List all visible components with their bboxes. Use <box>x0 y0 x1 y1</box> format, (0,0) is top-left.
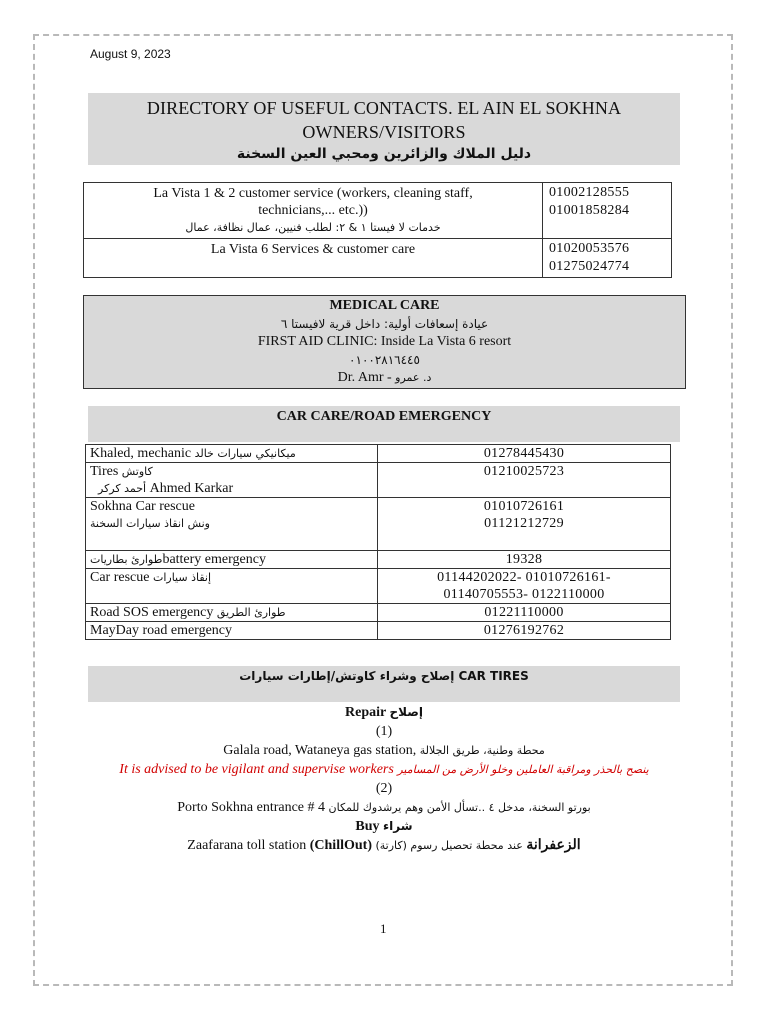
item-number: (1) <box>375 724 393 739</box>
phone-number[interactable]: 01278445430 <box>483 446 565 461</box>
phone-number[interactable]: 01210025723 <box>483 464 565 479</box>
phone-number[interactable]: 01140705553- 0122110000 <box>443 587 605 602</box>
title-arabic: دليل الملاك والزائرين ومحبي العين السخنة <box>236 146 532 162</box>
medical-phone[interactable]: ٠١٠٠٢٨١٦٤٤٥ <box>349 353 420 367</box>
table-row <box>84 183 672 239</box>
table-row <box>86 551 671 569</box>
table-row <box>86 463 671 498</box>
repair-heading <box>88 703 680 722</box>
services-table <box>83 182 672 278</box>
service-name-cont: technicians,... etc.)) <box>258 203 368 218</box>
service-name-cell <box>84 239 543 278</box>
table-row <box>86 604 671 622</box>
service-phone-cell <box>543 183 672 239</box>
buy-label: Buy <box>355 819 380 834</box>
phone-cell <box>378 569 671 604</box>
phone-number[interactable]: 01010726161 <box>483 499 565 514</box>
car-care-table <box>85 444 671 640</box>
medical-heading: MEDICAL CARE <box>329 298 440 313</box>
car-tires-heading-arabic: إصلاح وشراء كاوتش/إطارات سيارات <box>239 669 455 683</box>
medical-care-box <box>83 295 686 389</box>
phone-number[interactable]: 01121212729 <box>484 516 564 531</box>
contact-name: Tires <box>90 464 119 479</box>
phone-number[interactable]: 01002128555 <box>549 185 630 200</box>
warning-line <box>88 760 680 779</box>
location-name-arabic: بورتو السخنة، مدخل ٤ ..تسأل الأمن وهم يرشدوك للمكان <box>328 801 591 814</box>
medical-doctor <box>84 369 685 387</box>
phone-number[interactable]: 01275024774 <box>549 259 630 274</box>
document-date: August 9, 2023 <box>90 47 171 61</box>
item-number: (2) <box>375 781 393 796</box>
phone-number[interactable]: 01221110000 <box>484 605 564 620</box>
contact-name-arabic: إنقاذ سيارات <box>152 571 212 584</box>
contact-name: MayDay road emergency <box>90 623 233 638</box>
location-name: Porto Sokhna entrance # 4 <box>177 800 326 815</box>
location-line <box>88 836 680 855</box>
table-row <box>86 498 671 551</box>
page-number: 1 <box>380 921 387 936</box>
contact-person-arabic: أحمد كركر <box>98 482 147 495</box>
contact-name-arabic: ونش انقاذ سيارات السخنة <box>90 517 210 530</box>
car-tires-heading-en: CAR TIRES <box>458 669 529 683</box>
medical-clinic-line: FIRST AID CLINIC: Inside La Vista 6 resort <box>257 334 512 349</box>
title-box <box>88 93 680 165</box>
repair-label-arabic: إصلاح <box>389 705 423 719</box>
phone-cell <box>378 622 671 640</box>
contact-name-arabic: طوارئ الطريق <box>216 606 286 619</box>
table-row <box>86 445 671 463</box>
phone-cell <box>378 463 671 498</box>
car-tires-heading <box>88 666 680 702</box>
phone-number[interactable]: 01001858284 <box>549 203 630 218</box>
medical-arabic-line: عيادة إسعافات أولية: داخل قرية لافيستا ٦ <box>280 317 489 331</box>
phone-cell <box>378 604 671 622</box>
table-row <box>86 622 671 640</box>
service-name-cell <box>84 183 543 239</box>
contact-name-arabic: طوارئ بطاريات <box>90 553 163 566</box>
contact-name-arabic: كاوتش <box>121 465 153 478</box>
location-name-arabic: محطة وطنية، طريق الجلالة <box>419 744 545 757</box>
table-row <box>84 239 672 278</box>
location-line <box>88 798 680 817</box>
title-line-1: DIRECTORY OF USEFUL CONTACTS. EL AIN EL SOKHNA <box>146 98 622 118</box>
location-name-bold: (ChillOut) الزعفرانة <box>309 838 581 853</box>
service-phone-cell <box>543 239 672 278</box>
contact-cell <box>86 622 378 640</box>
warning-text: It is advised to be vigilant and supervise workers <box>119 762 394 777</box>
contact-person: Ahmed Karkar <box>149 481 234 496</box>
warning-text-arabic: ينصح بالحذر ومراقبة العاملين وخلو الأرض من المسامير <box>397 763 649 776</box>
contact-name-arabic: ميكانيكي سيارات خالد <box>194 447 296 460</box>
phone-number[interactable]: 19328 <box>505 552 543 567</box>
service-name: La Vista 1 & 2 customer service (workers, cleaning staff, <box>153 186 473 201</box>
location-name-arabic: عند محطة تحصيل رسوم (كارتة) <box>375 839 523 852</box>
repair-label: Repair <box>345 705 386 720</box>
contact-cell <box>86 604 378 622</box>
service-name-arabic: خدمات لا فيستا ١ & ٢: لطلب فنيين، عمال نظافة، عمال <box>185 221 441 234</box>
phone-cell <box>378 445 671 463</box>
phone-cell <box>378 551 671 569</box>
contact-cell <box>86 445 378 463</box>
location-name: Zaafarana toll station <box>187 838 307 853</box>
phone-number[interactable]: 01144202022- 01010726161- <box>437 570 611 585</box>
service-name: La Vista 6 Services & customer care <box>210 242 416 257</box>
contact-cell <box>86 551 378 569</box>
contact-cell <box>86 463 378 498</box>
contact-name: Road SOS emergency <box>90 605 214 620</box>
doctor-name-arabic: د. عمرو <box>395 371 432 384</box>
location-line <box>88 741 680 760</box>
location-name: Galala road, Wataneya gas station, <box>223 743 417 758</box>
car-care-heading: CAR CARE/ROAD EMERGENCY <box>88 406 680 442</box>
contact-cell <box>86 569 378 604</box>
contact-cell <box>86 498 378 551</box>
contact-name: battery emergency <box>162 552 266 567</box>
contact-name: Sokhna Car rescue <box>90 499 195 514</box>
buy-heading <box>88 817 680 836</box>
buy-label-arabic: شراء <box>383 819 413 833</box>
doctor-name: Dr. Amr - <box>337 370 392 385</box>
table-row <box>86 569 671 604</box>
title-line-2: OWNERS/VISITORS <box>302 122 466 142</box>
contact-name: Car rescue <box>90 570 150 585</box>
contact-name: Khaled, mechanic <box>90 446 192 461</box>
phone-number[interactable]: 01276192762 <box>483 623 565 638</box>
phone-number[interactable]: 01020053576 <box>549 241 630 256</box>
car-tires-section <box>88 703 680 855</box>
phone-cell <box>378 498 671 551</box>
